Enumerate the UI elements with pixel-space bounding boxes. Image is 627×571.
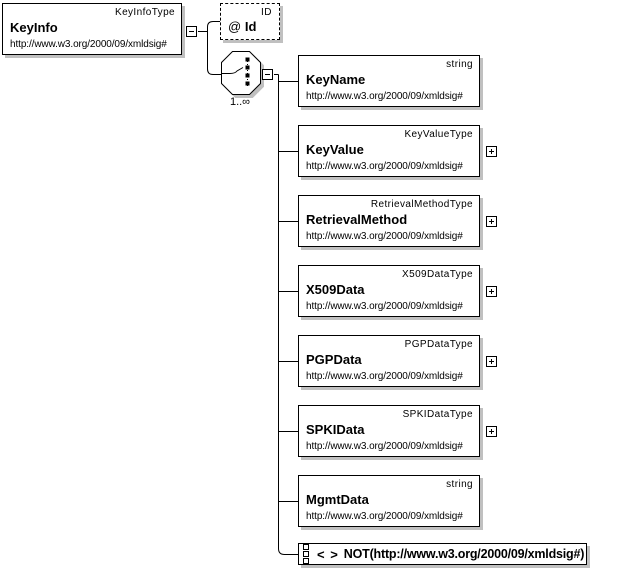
element-namespace: http://www.w3.org/2000/09/xmldsig# xyxy=(306,511,463,522)
element-namespace: http://www.w3.org/2000/09/xmldsig# xyxy=(306,161,463,172)
element-type: X509DataType xyxy=(402,269,473,280)
wildcard-stack-icon xyxy=(302,544,312,564)
element-type: KeyValueType xyxy=(404,129,473,140)
element-box-keyinfo[interactable] xyxy=(2,3,182,55)
element-name: KeyInfo xyxy=(10,20,58,35)
collapse-toggle-choice[interactable] xyxy=(262,69,273,80)
cardinality-label: 1..∞ xyxy=(229,96,251,108)
element-box-keyname[interactable] xyxy=(298,55,480,107)
wildcard-label: NOT(http://www.w3.org/2000/09/xmldsig#) xyxy=(343,547,585,561)
element-namespace: http://www.w3.org/2000/09/xmldsig# xyxy=(306,301,463,312)
expand-toggle-spkidata[interactable] xyxy=(486,426,497,437)
expand-toggle-retrievalmethod[interactable] xyxy=(486,216,497,227)
element-namespace: http://www.w3.org/2000/09/xmldsig# xyxy=(306,371,463,382)
element-name: MgmtData xyxy=(306,492,369,507)
element-box-spkidata[interactable] xyxy=(298,405,480,457)
element-name: X509Data xyxy=(306,282,365,297)
element-type: string xyxy=(446,479,473,490)
element-name: KeyValue xyxy=(306,142,364,157)
element-namespace: http://www.w3.org/2000/09/xmldsig# xyxy=(306,441,463,452)
collapse-toggle-keyinfo[interactable] xyxy=(186,26,197,37)
attribute-box-id[interactable] xyxy=(220,3,280,40)
element-type: KeyInfoType xyxy=(115,7,175,18)
element-box-mgmtdata[interactable] xyxy=(298,475,480,527)
element-type: SPKIDataType xyxy=(402,409,473,420)
element-name: SPKIData xyxy=(306,422,365,437)
element-name: RetrievalMethod xyxy=(306,212,408,227)
attribute-type: ID xyxy=(261,7,272,18)
element-type: string xyxy=(446,59,473,70)
element-type: PGPDataType xyxy=(404,339,473,350)
element-box-x509data[interactable] xyxy=(298,265,480,317)
wildcard-box[interactable] xyxy=(298,543,587,565)
element-namespace: http://www.w3.org/2000/09/xmldsig# xyxy=(306,231,463,242)
expand-toggle-x509data[interactable] xyxy=(486,286,497,297)
element-namespace: http://www.w3.org/2000/09/xmldsig# xyxy=(306,91,463,102)
expand-toggle-pgpdata[interactable] xyxy=(486,356,497,367)
angle-brackets-icon: < > xyxy=(317,546,339,562)
element-box-retrievalmethod[interactable] xyxy=(298,195,480,247)
expand-toggle-keyvalue[interactable] xyxy=(486,146,497,157)
element-name: PGPData xyxy=(306,352,362,367)
attribute-name: @ Id xyxy=(228,19,257,34)
element-name: KeyName xyxy=(306,72,366,87)
element-type: RetrievalMethodType xyxy=(370,199,473,210)
element-box-keyvalue[interactable] xyxy=(298,125,480,177)
element-box-pgpdata[interactable] xyxy=(298,335,480,387)
element-namespace: http://www.w3.org/2000/09/xmldsig# xyxy=(10,39,167,50)
